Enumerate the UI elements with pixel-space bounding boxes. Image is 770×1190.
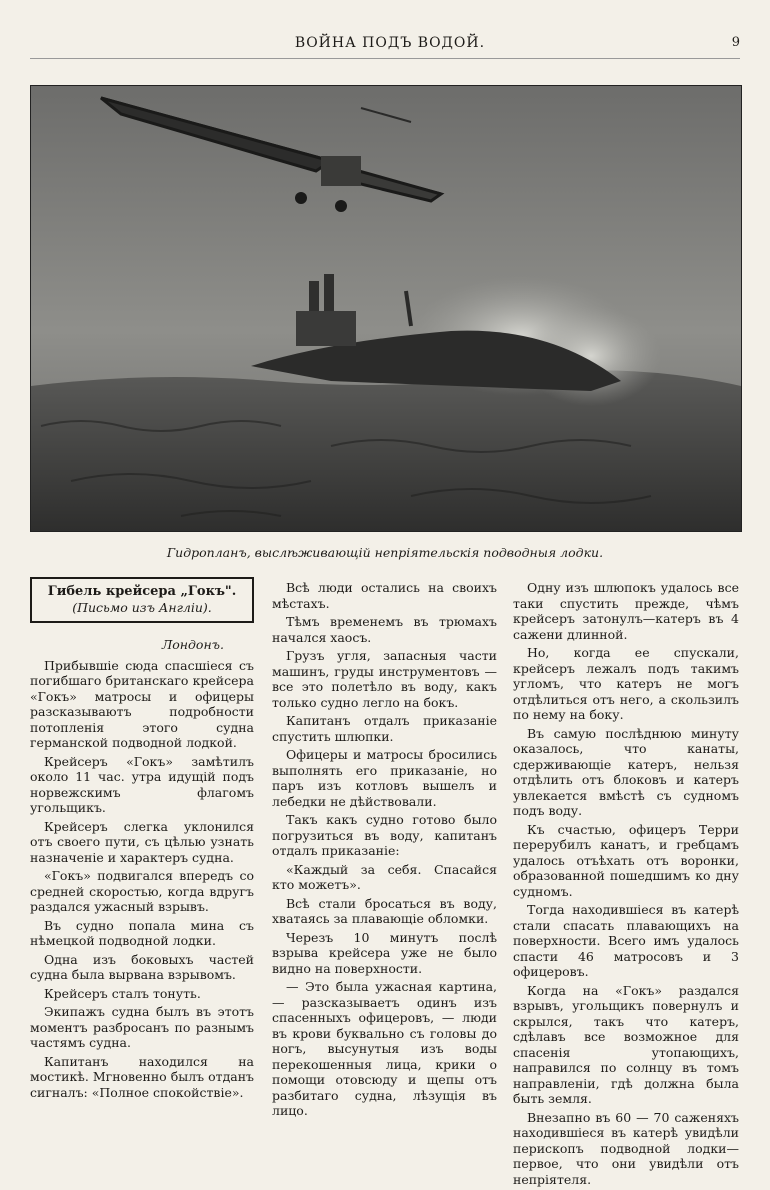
running-title: ВОЙНА ПОДЪ ВОДОЙ. <box>294 35 486 51</box>
article-column-1 <box>30 577 254 1103</box>
paragraph: Прибывшіе сюда спасшіеся съ погибшаго британскаго крейсера «Гокъ» матросы и офицеры разсказываютъ подробности потопленія этого судна германской подводной лодкой. <box>30 657 254 750</box>
paragraph: «Каждый за себя. Спасайся кто можетъ». <box>272 861 497 892</box>
paragraph: «Гокъ» подвигался впередъ со средней скоростью, когда вдругъ раздался ужасный взрывъ. <box>30 868 254 914</box>
page-number: 9 <box>731 35 740 50</box>
paragraph: Тѣмъ временемъ въ трюмахъ начался хаосъ. <box>272 614 497 645</box>
paragraph: Капитанъ отдалъ приказаніе спустить шлюпки. <box>272 713 497 744</box>
paragraph: Одна изъ боковыхъ частей судна была вырвана взрывомъ. <box>30 951 254 982</box>
paragraph: Въ самую послѣднюю минуту оказалось, что канаты, сдерживающіе катеръ, нельзя отдѣлить отъ блоковъ и катеръ увлекается вмѣстѣ съ судномъ подъ воду. <box>513 725 739 818</box>
paragraph: Крейсеръ «Гокъ» замѣтилъ около 11 час. утра идущій подъ норвежскимъ флагомъ угольщикъ. <box>30 753 254 815</box>
paragraph: Въ судно попала мина съ нѣмецкой подводной лодки. <box>30 917 254 948</box>
paragraph: Черезъ 10 минутъ послѣ взрыва крейсера уже не было видно на поверхности. <box>272 929 497 976</box>
article-subtitle: (Письмо изъ Англіи). <box>72 599 212 615</box>
illustration <box>30 85 742 532</box>
paragraph: Офицеры и матросы бросились выполнять его приказаніе, но паръ изъ котловъ вышелъ и лебедки не дѣйствовали. <box>272 747 497 809</box>
paragraph: Тогда находившіеся въ катерѣ стали спасать плавающихъ на поверхности. Всего имъ удалось спасти 46 матросовъ и 3 офицеровъ. <box>513 902 739 979</box>
illustration-caption: Гидропланъ, выслѣживающій непріятельскія подводныя лодки. <box>166 545 604 560</box>
paragraph: — Это была ужасная картина,— разсказываетъ одинъ изъ спасенныхъ офицеровъ, — люди въ крови буквально съ головы до ногъ, высунутыя изъ воды перекошенныя лица, крики о помощи отовсюду и щепы отъ разбитаго судна, лѣзущія въ лицо. <box>272 979 497 1118</box>
paragraph: Къ счастью, офицеръ Терри перерубилъ канатъ, и гребцамъ удалось отъѣхать отъ воронки, образованной пошедшимъ ко дну судномъ. <box>513 821 739 899</box>
paragraph: Капитанъ находился на мостикѣ. Мгновенно былъ отданъ сигналъ: «Полное спокойствіе». <box>30 1053 254 1100</box>
paragraph: Когда на «Гокъ» раздался взрывъ, угольщикъ повернулъ и скрылся, такъ что катеръ, сдѣлавъ все возможное для спасенія утопающихъ, направился по солнцу въ томъ направленіи, гдѣ должна была быть земля. <box>513 982 739 1106</box>
article-title: Гибель крейсера „Гокъ". <box>47 584 237 599</box>
article-column-3 <box>513 580 739 1190</box>
paragraph: Всѣ стали бросаться въ воду, хватаясь за плавающіе обломки. <box>272 895 497 926</box>
paragraph: Грузъ угля, запасныя части машинъ, груды инструментовъ — все это полетѣло въ воду, какъ только судно легло на бокъ. <box>272 648 497 710</box>
page-header <box>40 35 740 55</box>
dateline: Лондонъ. <box>161 637 224 652</box>
paragraph: Но, когда ее спускали, крейсеръ лежалъ подъ такимъ угломъ, что катеръ не могъ отдѣлиться отъ него, а скользилъ по нему на боку. <box>513 645 739 722</box>
paragraph: Экипажъ судна былъ въ этотъ моментъ разбросанъ по разнымъ частямъ судна. <box>30 1004 254 1050</box>
paragraph: Всѣ люди остались на своихъ мѣстахъ. <box>272 580 497 611</box>
article-column-2 <box>272 580 497 1122</box>
article-heading-box <box>30 577 254 623</box>
paragraph: Крейсеръ сталъ тонуть. <box>44 985 201 1001</box>
paragraph: Внезапно въ 60 — 70 саженяхъ находившіеся въ катерѣ увидѣли перископъ подводной лодки—первое, что они увидѣли отъ непріятеля. <box>513 1109 739 1187</box>
paragraph: Такъ какъ судно готово было погрузиться въ воду, капитанъ отдалъ приказаніе: <box>272 812 497 858</box>
header-rule <box>30 58 740 59</box>
paragraph: Одну изъ шлюпокъ удалось все таки спустить прежде, чѣмъ крейсеръ затонулъ—катеръ въ 4 сажени длинной. <box>513 580 739 642</box>
paragraph: Крейсеръ слегка уклонился отъ своего пути, съ цѣлью узнать назначеніе и характеръ судна. <box>30 818 254 865</box>
